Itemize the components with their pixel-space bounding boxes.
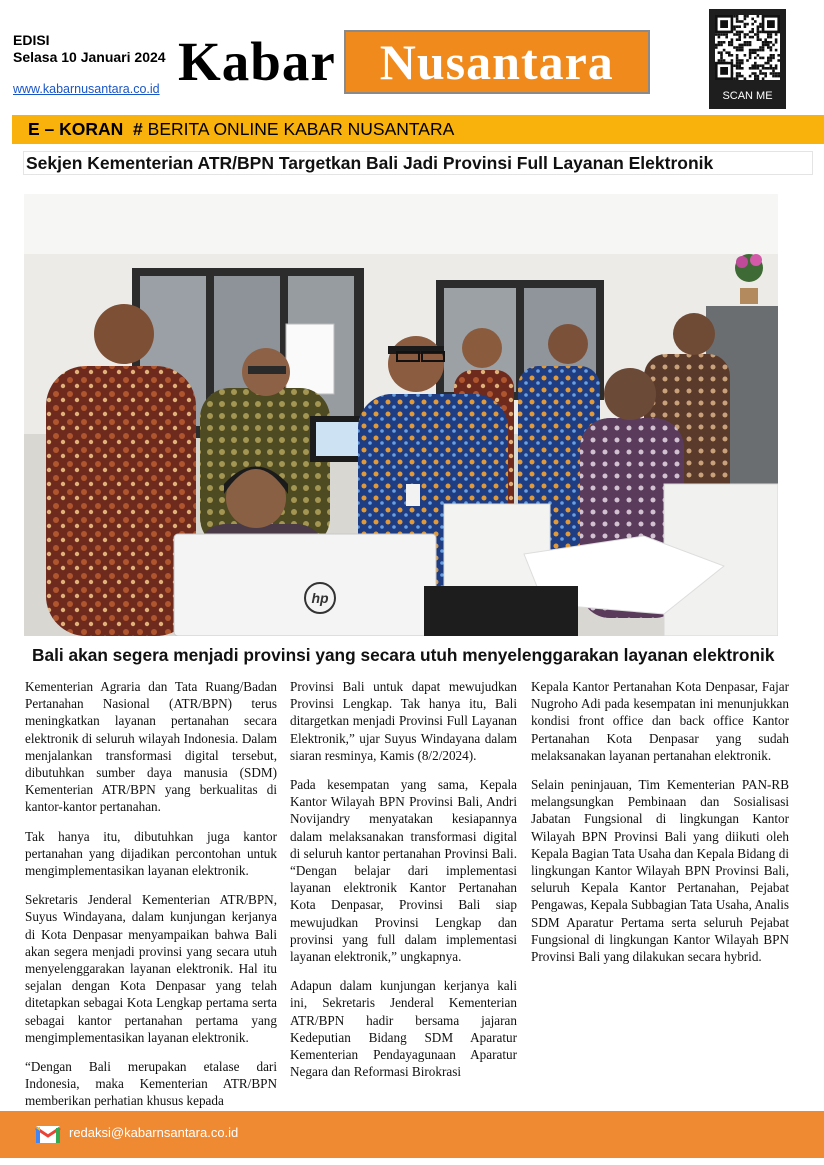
paragraph: Adapun dalam kunjungan kerjanya kali ini, Sekretaris Jenderal Kementerian ATR/BPN hadir bersama jajaran Kedeputian Bidang SDM Aparatur Kementerian Pendayagunaan Aparatur Negara dan Reformasi Birokrasi — [290, 978, 517, 1080]
paragraph: Pada kesempatan yang sama, Kepala Kantor Wilayah BPN Provinsi Bali, Andri Novijandry menyatakan kesiapannya dalam melaksanakan transformasi digital di seluruh kantor pertanahan Provinsi Bali. “Dengan belajar dari implementasi layanan elektronik Kantor Pertanahan Kota Denpasar, Provinsi Bali siap mewujudkan Provinsi Lengkap dan provinsi yang full dalam implementasi layanan elektronik,” ungkapnya. — [290, 777, 517, 965]
brand-word-nusantara: Nusantara — [344, 30, 650, 94]
paragraph: Provinsi Bali untuk dapat mewujudkan Provinsi Lengkap. Tak hanya itu, Bali ditargetkan menjadi Provinsi Full Layanan Elektronik,” ujar Suyus Windayana dalam siaran resminya, Kamis (8/2/2024). — [290, 679, 517, 763]
qr-code-icon — [715, 15, 780, 80]
edition-label: EDISI — [13, 32, 50, 48]
qr-code-block[interactable] — [709, 9, 786, 109]
footer-email-link[interactable]: redaksi@kabarnsantara.co.id — [69, 1125, 239, 1140]
article-column-3 — [531, 678, 789, 977]
qr-caption: SCAN ME — [722, 90, 773, 102]
photo-hp-logo: hp — [311, 590, 329, 606]
section-kicker — [12, 115, 824, 144]
website-link[interactable]: www.kabarnusantara.co.id — [13, 82, 160, 96]
paragraph: Kepala Kantor Pertanahan Kota Denpasar, Fajar Nugroho Adi pada kesempatan ini menunjukkan kondisi front office dan back office Kantor Pertanahan Kota Denpasar yang sudah melaksanakan layanan pertanahan elektronik. — [531, 679, 789, 763]
paragraph: Tak hanya itu, dibutuhkan juga kantor pertanahan yang dijadikan percontohan untuk mengimplementasikan layanan elektronik. — [25, 828, 277, 879]
article-subheadline: Bali akan segera menjadi provinsi yang secara utuh menyelenggarakan layanan elektronik — [32, 645, 775, 665]
paragraph: Kementerian Agraria dan Tata Ruang/Badan Pertanahan Nasional (ATR/BPN) terus meningkatkan layanan pertanahan secara elektronik di seluruh wilayah Indonesia. Dalam menjalankan transformasi digital tersebut, dibutuhkan sumber daya manusia (SDM) Kementerian ATR/BPN yang berkualitas di kantor-kantor pertanahan. — [25, 679, 277, 815]
kicker-hash: # — [133, 119, 143, 139]
article-column-1 — [25, 678, 277, 1122]
edition-date: Selasa 10 Januari 2024 — [13, 49, 166, 65]
brand-word-kabar: Kabar — [178, 31, 336, 92]
article-photo — [24, 194, 778, 636]
article-column-2 — [290, 678, 517, 1092]
gmail-icon — [35, 1123, 61, 1144]
article-headline: Sekjen Kementerian ATR/BPN Targetkan Bali Jadi Provinsi Full Layanan Elektronik — [24, 152, 812, 174]
kicker-bold-label: E – KORAN — [28, 119, 124, 139]
edition-info — [13, 32, 166, 66]
paragraph: Selain peninjauan, Tim Kementerian PAN-RB melangsungkan Pembinaan dan Sosialisasi Jabatan Fungsional di lingkungan Kantor Wilayah BPN Provinsi Bali yang diikuti oleh Kepala Bagian Tata Usaha dan Kepala Bidang di lingkungan Kantor Wilayah BPN Provinsi Bali, seluruh Kepala Kantor Pertanahan, Pejabat Pengawas, Kepala Subbagian Tata Usaha, Analis SDM Aparatur Pertama serta seluruh Pejabat Fungsional di lingkungan Kantor Wilayah BPN Provinsi Bali yang dilakukan secara hybrid. — [531, 777, 789, 965]
office-visit-photo — [24, 194, 778, 636]
kicker-label: BERITA ONLINE KABAR NUSANTARA — [147, 119, 455, 139]
paragraph: Sekretaris Jenderal Kementerian ATR/BPN, Suyus Windayana, dalam kunjungan kerjanya di Kota Denpasar menyampaikan bahwa Bali akan segera menjadi provinsi yang secara utuh menyelenggarakan layanan elektronik. Hal itu sejalan dengan Kota Denpasar yang telah ditetapkan sebagai Kota Lengkap pertama serta sebagai kantor pertanahan pertama yang mengimplementasikan layanan elektronik. — [25, 892, 277, 1045]
paragraph: “Dengan Bali merupakan etalase dari Indonesia, maka Kementerian ATR/BPN memberikan perhatian khusus kepada — [25, 1059, 277, 1109]
masthead-logo — [178, 30, 650, 94]
footer-bar — [0, 1111, 824, 1158]
